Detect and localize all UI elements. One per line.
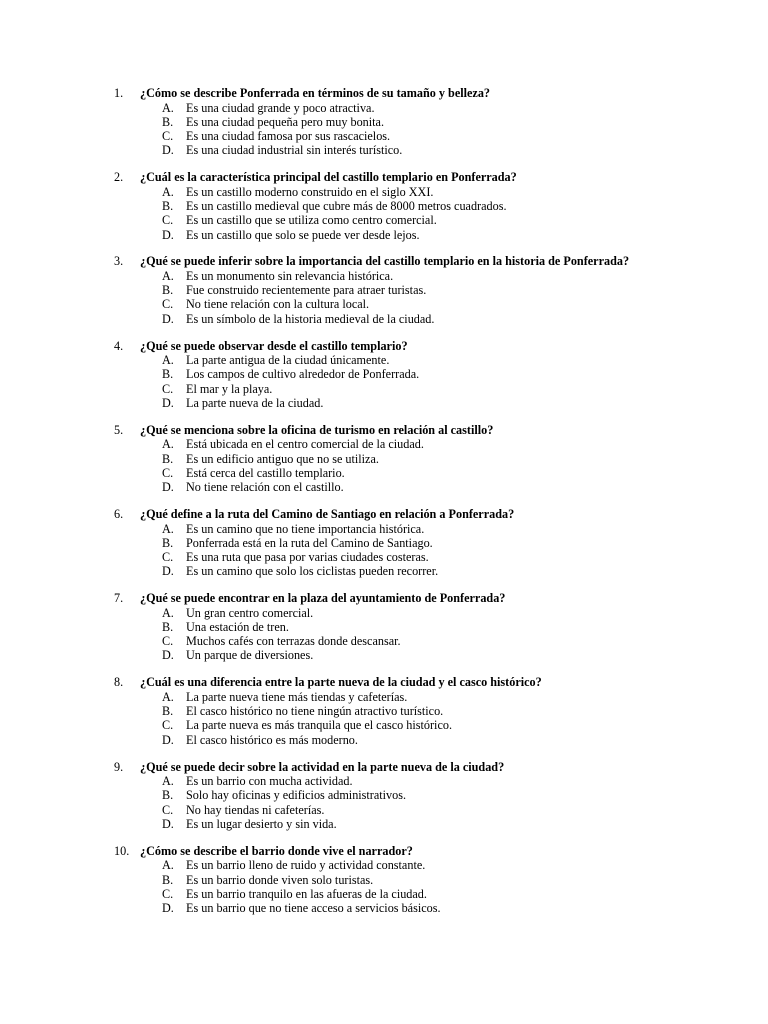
option-letter: C. [162, 802, 174, 817]
option-text: Es una ciudad famosa por sus rascacielos. [186, 129, 391, 144]
option-letter: B. [162, 872, 174, 887]
answer-option [0, 269, 768, 283]
option-text: No hay tiendas ni cafeterías. [186, 802, 325, 817]
option-text: Es un castillo que solo se puede ver desde lejos. [186, 227, 420, 242]
option-letter: A. [162, 268, 174, 283]
option-text: Es un monumento sin relevancia histórica. [186, 268, 394, 283]
question-block [0, 254, 768, 326]
answer-option [0, 437, 768, 451]
option-text: Es un castillo medieval que cubre más de 8000 metros cuadrados. [186, 199, 507, 214]
option-letter: C. [162, 465, 174, 480]
question-text: ¿Cuál es una diferencia entre la parte nueva de la ciudad y el casco histórico? [140, 675, 542, 690]
option-text: Es un símbolo de la historia medieval de la ciudad. [186, 311, 435, 326]
option-letter: C. [162, 213, 174, 228]
answer-option [0, 873, 768, 887]
answer-option [0, 480, 768, 494]
answer-option [0, 101, 768, 115]
question-block [0, 339, 768, 411]
option-text: Es un camino que no tiene importancia histórica. [186, 521, 425, 536]
question-line [0, 591, 768, 606]
option-letter: D. [162, 143, 174, 158]
question-number: 8. [114, 675, 124, 690]
option-letter: B. [162, 535, 174, 550]
option-letter: A. [162, 605, 174, 620]
option-text: Es un barrio tranquilo en las afueras de la ciudad. [186, 886, 427, 901]
option-text: Es una ruta que pasa por varias ciudades costeras. [186, 550, 429, 565]
option-letter: D. [162, 480, 174, 495]
answer-option [0, 634, 768, 648]
answer-option [0, 620, 768, 634]
option-letter: A. [162, 353, 174, 368]
option-letter: B. [162, 451, 174, 466]
option-letter: C. [162, 550, 174, 565]
question-line [0, 170, 768, 185]
answer-option [0, 466, 768, 480]
option-letter: C. [162, 886, 174, 901]
question-block [0, 170, 768, 242]
answer-option [0, 788, 768, 802]
question-line [0, 339, 768, 354]
question-text: ¿Qué define a la ruta del Camino de Santiago en relación a Ponferrada? [140, 506, 515, 521]
answer-option [0, 367, 768, 381]
option-text: La parte nueva es más tranquila que el casco histórico. [186, 718, 452, 733]
question-block [0, 423, 768, 495]
option-text: Un gran centro comercial. [186, 605, 314, 620]
option-letter: B. [162, 199, 174, 214]
question-line [0, 844, 768, 859]
option-text: Solo hay oficinas y edificios administrativos. [186, 788, 407, 803]
option-text: Está ubicada en el centro comercial de la ciudad. [186, 437, 424, 452]
question-text: ¿Qué se puede encontrar en la plaza del ayuntamiento de Ponferrada? [140, 591, 506, 606]
question-text: ¿Cómo se describe el barrio donde vive el narrador? [140, 843, 413, 858]
option-text: Es una ciudad grande y poco atractiva. [186, 100, 375, 115]
option-text: Es un edificio antiguo que no se utiliza. [186, 451, 379, 466]
option-letter: C. [162, 129, 174, 144]
question-text: ¿Qué se puede observar desde el castillo templario? [140, 338, 408, 353]
question-list [0, 86, 768, 928]
question-number: 9. [114, 759, 124, 774]
question-block [0, 86, 768, 158]
option-letter: D. [162, 901, 174, 916]
question-text: ¿Qué se puede decir sobre la actividad en la parte nueva de la ciudad? [140, 759, 505, 774]
answer-option [0, 606, 768, 620]
answer-option [0, 733, 768, 747]
option-text: Está cerca del castillo templario. [186, 465, 345, 480]
answer-option [0, 704, 768, 718]
answer-option [0, 817, 768, 831]
question-line [0, 254, 768, 269]
answer-option [0, 297, 768, 311]
answer-option [0, 887, 768, 901]
option-text: Una estación de tren. [186, 619, 289, 634]
answer-option [0, 228, 768, 242]
question-number: 5. [114, 422, 124, 437]
option-letter: D. [162, 732, 174, 747]
option-text: Es un barrio con mucha actividad. [186, 774, 353, 789]
question-text: ¿Qué se puede inferir sobre la importancia del castillo templario en la historia de Ponferrada? [140, 254, 630, 269]
answer-option [0, 564, 768, 578]
option-text: Fue construido recientemente para atraer turistas. [186, 283, 427, 298]
answer-option [0, 185, 768, 199]
answer-option [0, 858, 768, 872]
answer-option [0, 129, 768, 143]
option-text: Es un lugar desierto y sin vida. [186, 816, 337, 831]
question-text: ¿Cuál es la característica principal del castillo templario en Ponferrada? [140, 170, 517, 185]
question-block [0, 760, 768, 832]
question-block [0, 507, 768, 579]
option-text: El mar y la playa. [186, 381, 273, 396]
question-number: 7. [114, 591, 124, 606]
option-letter: D. [162, 648, 174, 663]
option-text: La parte nueva tiene más tiendas y cafeterías. [186, 689, 408, 704]
option-letter: D. [162, 227, 174, 242]
question-line [0, 86, 768, 101]
answer-option [0, 803, 768, 817]
answer-option [0, 396, 768, 410]
option-letter: A. [162, 100, 174, 115]
option-text: Es una ciudad industrial sin interés turístico. [186, 143, 403, 158]
option-text: Es un barrio lleno de ruido y actividad constante. [186, 858, 426, 873]
option-text: El casco histórico no tiene ningún atractivo turístico. [186, 704, 444, 719]
answer-option [0, 283, 768, 297]
answer-option [0, 213, 768, 227]
question-block [0, 591, 768, 663]
option-letter: B. [162, 367, 174, 382]
question-number: 6. [114, 506, 124, 521]
option-letter: A. [162, 437, 174, 452]
option-text: No tiene relación con el castillo. [186, 480, 344, 495]
question-text: ¿Cómo se describe Ponferrada en términos de su tamaño y belleza? [140, 86, 491, 100]
answer-option [0, 522, 768, 536]
option-letter: D. [162, 311, 174, 326]
option-text: La parte antigua de la ciudad únicamente. [186, 353, 390, 368]
option-text: Es una ciudad pequeña pero muy bonita. [186, 114, 384, 129]
question-line [0, 423, 768, 438]
option-letter: A. [162, 184, 174, 199]
answer-option [0, 690, 768, 704]
question-line [0, 507, 768, 522]
question-line [0, 675, 768, 690]
option-text: Es un castillo que se utiliza como centro comercial. [186, 213, 437, 228]
question-number: 2. [114, 170, 124, 185]
option-letter: B. [162, 788, 174, 803]
question-line [0, 760, 768, 775]
answer-option [0, 901, 768, 915]
option-letter: C. [162, 381, 174, 396]
option-text: No tiene relación con la cultura local. [186, 297, 370, 312]
option-letter: C. [162, 718, 174, 733]
answer-option [0, 536, 768, 550]
option-letter: B. [162, 114, 174, 129]
option-text: Los campos de cultivo alrededor de Ponferrada. [186, 367, 420, 382]
option-text: Ponferrada está en la ruta del Camino de Santiago. [186, 535, 433, 550]
question-number: 4. [114, 338, 124, 353]
question-number: 3. [114, 254, 124, 269]
option-letter: A. [162, 689, 174, 704]
question-number: 10. [114, 843, 130, 858]
option-letter: C. [162, 297, 174, 312]
option-letter: A. [162, 521, 174, 536]
answer-option [0, 312, 768, 326]
option-letter: D. [162, 395, 174, 410]
option-text: Es un barrio que no tiene acceso a servicios básicos. [186, 901, 441, 916]
option-letter: A. [162, 774, 174, 789]
answer-option [0, 353, 768, 367]
answer-option [0, 452, 768, 466]
option-text: Es un barrio donde viven solo turistas. [186, 872, 374, 887]
option-text: Un parque de diversiones. [186, 648, 314, 663]
option-text: Muchos cafés con terrazas donde descansar. [186, 634, 401, 649]
option-letter: A. [162, 858, 174, 873]
answer-option [0, 143, 768, 157]
option-text: La parte nueva de la ciudad. [186, 395, 324, 410]
option-letter: B. [162, 283, 174, 298]
question-block [0, 675, 768, 747]
option-letter: D. [162, 564, 174, 579]
question-block [0, 844, 768, 916]
option-text: El casco histórico es más moderno. [186, 732, 358, 747]
option-letter: B. [162, 619, 174, 634]
question-number: 1. [114, 86, 124, 100]
answer-option [0, 199, 768, 213]
option-letter: B. [162, 704, 174, 719]
answer-option [0, 115, 768, 129]
question-text: ¿Qué se menciona sobre la oficina de turismo en relación al castillo? [140, 422, 494, 437]
answer-option [0, 382, 768, 396]
answer-option [0, 550, 768, 564]
answer-option [0, 718, 768, 732]
answer-option [0, 774, 768, 788]
option-letter: D. [162, 816, 174, 831]
option-letter: C. [162, 634, 174, 649]
option-text: Es un camino que solo los ciclistas pueden recorrer. [186, 564, 439, 579]
answer-option [0, 648, 768, 662]
option-text: Es un castillo moderno construido en el siglo XXI. [186, 184, 434, 199]
